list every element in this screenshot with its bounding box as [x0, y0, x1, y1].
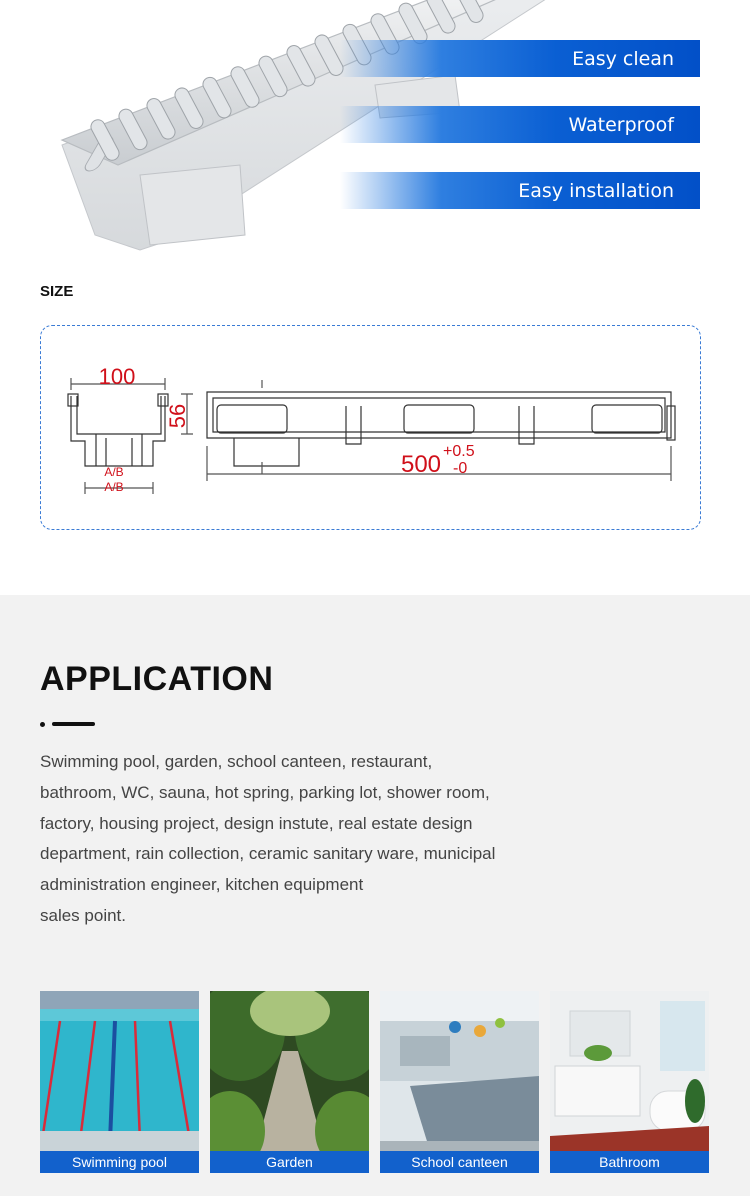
feature-waterproof: Waterproof	[340, 106, 700, 143]
length-dimension: 500	[400, 451, 442, 478]
inner-width-label-2: A/B	[104, 480, 124, 494]
card-swimming-pool	[40, 991, 199, 1173]
card-label: Garden	[210, 1151, 369, 1173]
bathroom-photo	[550, 991, 709, 1173]
height-dimension: 56	[165, 403, 190, 429]
tolerance-plus: +0.5	[443, 443, 475, 460]
card-garden	[210, 991, 369, 1173]
application-heading: APPLICATION	[40, 660, 274, 698]
card-label: Bathroom	[550, 1151, 709, 1173]
garden-photo	[210, 991, 369, 1173]
card-school-canteen	[380, 991, 539, 1173]
description-line: Swimming pool, garden, school canteen, restaurant,	[40, 752, 433, 771]
size-heading: SIZE	[40, 283, 74, 300]
card-label: School canteen	[380, 1151, 539, 1173]
swimming-pool-photo	[40, 991, 199, 1173]
description-line: department, rain collection, ceramic sanitary ware, municipal	[40, 844, 496, 864]
size-diagram-box	[40, 325, 701, 530]
application-section	[0, 595, 750, 1196]
dimension-drawing	[41, 326, 699, 528]
heading-underline	[52, 722, 95, 726]
feature-easy-installation: Easy installation	[340, 172, 700, 209]
width-dimension: 100	[98, 364, 136, 389]
heading-dot	[40, 722, 45, 727]
description-line: sales point.	[40, 905, 126, 925]
description-line: bathroom, WC, sauna, hot spring, parking lot, shower room,	[40, 782, 490, 802]
tolerance-minus: -0	[453, 460, 468, 477]
description-line: factory, housing project, design instute, real estate design	[40, 813, 473, 833]
school-canteen-photo	[380, 991, 539, 1173]
application-description	[40, 747, 560, 932]
card-label: Swimming pool	[40, 1151, 199, 1173]
inner-width-label-1: A/B	[104, 465, 124, 479]
feature-easy-clean: Easy clean	[340, 40, 700, 77]
hero-section	[0, 0, 750, 260]
description-line: administration engineer, kitchen equipment	[40, 875, 364, 895]
card-bathroom	[550, 991, 709, 1173]
